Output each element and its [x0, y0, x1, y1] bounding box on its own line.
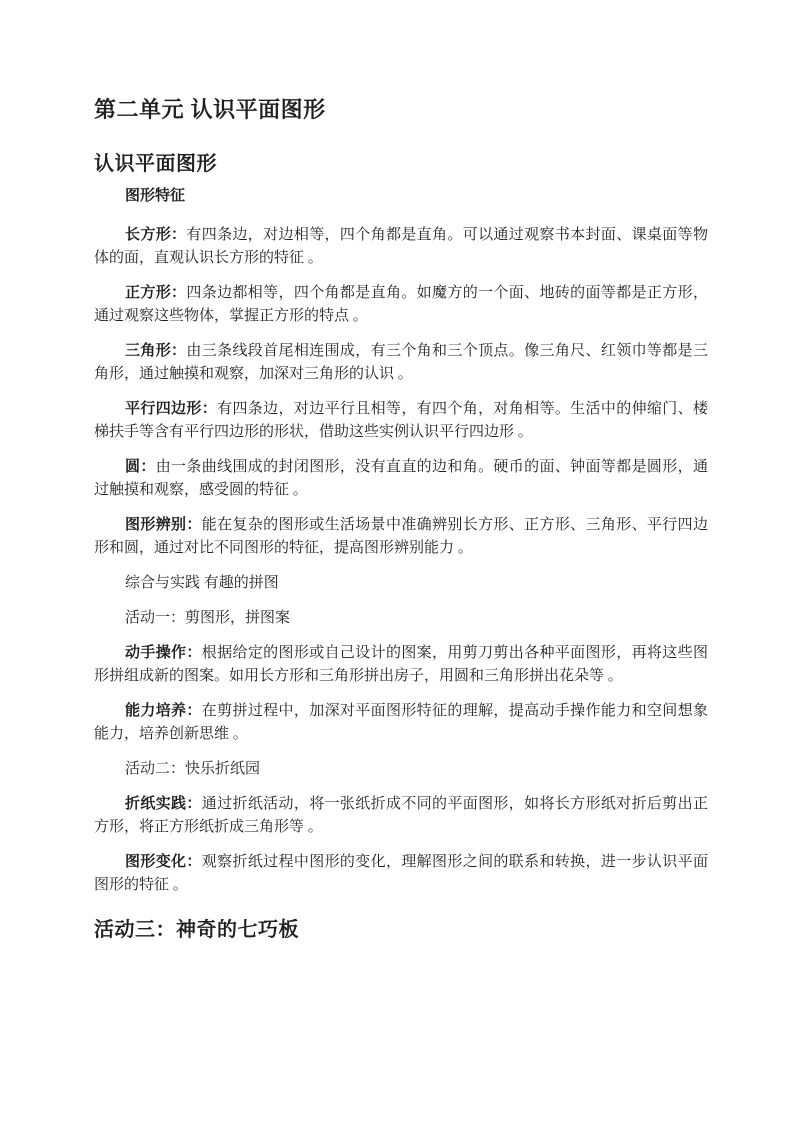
paragraph-text: 根据给定的图形或自己设计的图案，用剪刀剪出各种平面图形，再将这些图形拼组成新的图案。如用长方形和三角形拼出房子，用圆和三角形拼出花朵等 。 — [94, 645, 708, 685]
paragraph-text: 由三条线段首尾相连围成，有三个角和三个顶点。像三角尺、红领巾等都是三角形，通过触摸和观察，加深对三角形的认识 。 — [94, 343, 708, 383]
paragraph-text: 四条边都相等，四个角都是直角。如魔方的一个面、地砖的面等都是正方形，通过观察这些物体，掌握正方形的特点 。 — [94, 285, 708, 325]
paragraph — [94, 758, 708, 781]
paragraph-text: 由一条曲线围成的封闭图形，没有直直的边和角。硬币的面、钟面等都是圆形，通过触摸和观察，感受圆的特征 。 — [94, 459, 708, 499]
term-label: 长方形： — [125, 227, 187, 244]
paragraph-text: 活动二：快乐折纸园 — [125, 761, 261, 778]
paragraph-text: 有四条边，对边相等，四个角都是直角。可以通过观察书本封面、课桌面等物体的面，直观认识长方形的特征 。 — [94, 227, 708, 267]
paragraph — [94, 851, 708, 897]
paragraph — [94, 607, 708, 630]
term-label: 三角形： — [125, 343, 187, 360]
paragraph — [94, 282, 708, 328]
document-title: 第二单元 认识平面图形 — [94, 97, 326, 122]
paragraph — [94, 514, 708, 560]
paragraph — [94, 456, 708, 502]
paragraph — [94, 340, 708, 386]
paragraph-text: 在剪拼过程中，加深对平面图形特征的理解，提高动手操作能力和空间想象能力，培养创新思维 。 — [94, 703, 708, 743]
section-heading: 认识平面图形 — [94, 153, 217, 176]
paragraph — [94, 224, 708, 270]
paragraph-text: 综合与实践 有趣的拼图 — [125, 575, 279, 592]
term-label: 圆： — [125, 459, 156, 476]
paragraph — [94, 642, 708, 688]
subheading-figure-features: 图形特征 — [125, 188, 186, 205]
term-label: 平行四边形： — [125, 401, 218, 418]
paragraph — [94, 793, 708, 839]
term-label: 图形变化： — [125, 854, 202, 871]
term-label: 图形辨别： — [125, 517, 202, 534]
term-label: 动手操作： — [125, 645, 202, 662]
paragraph-text: 有四条边，对边平行且相等，有四个角，对角相等。生活中的伸缩门、楼梯扶手等含有平行四边形的形状，借助这些实例认识平行四边形 。 — [94, 401, 708, 441]
paragraph-text: 活动一：剪图形，拼图案 — [125, 610, 291, 627]
paragraph — [94, 572, 708, 595]
term-label: 折纸实践： — [125, 796, 202, 813]
term-label: 能力培养： — [125, 703, 202, 720]
activity-three-heading: 活动三：神奇的七巧板 — [94, 919, 299, 942]
paragraph — [94, 700, 708, 746]
term-label: 正方形： — [125, 285, 187, 302]
paragraph-text: 能在复杂的图形或生活场景中准确辨别长方形、正方形、三角形、平行四边形和圆，通过对比不同图形的特征，提高图形辨别能力 。 — [94, 517, 708, 557]
paragraph-list — [94, 224, 708, 897]
paragraph-text: 观察折纸过程中图形的变化，理解图形之间的联系和转换，进一步认识平面图形的特征 。 — [94, 854, 708, 894]
paragraph-text: 通过折纸活动，将一张纸折成不同的平面图形，如将长方形纸对折后剪出正方形，将正方形纸折成三角形等 。 — [94, 796, 708, 836]
paragraph — [94, 398, 708, 444]
